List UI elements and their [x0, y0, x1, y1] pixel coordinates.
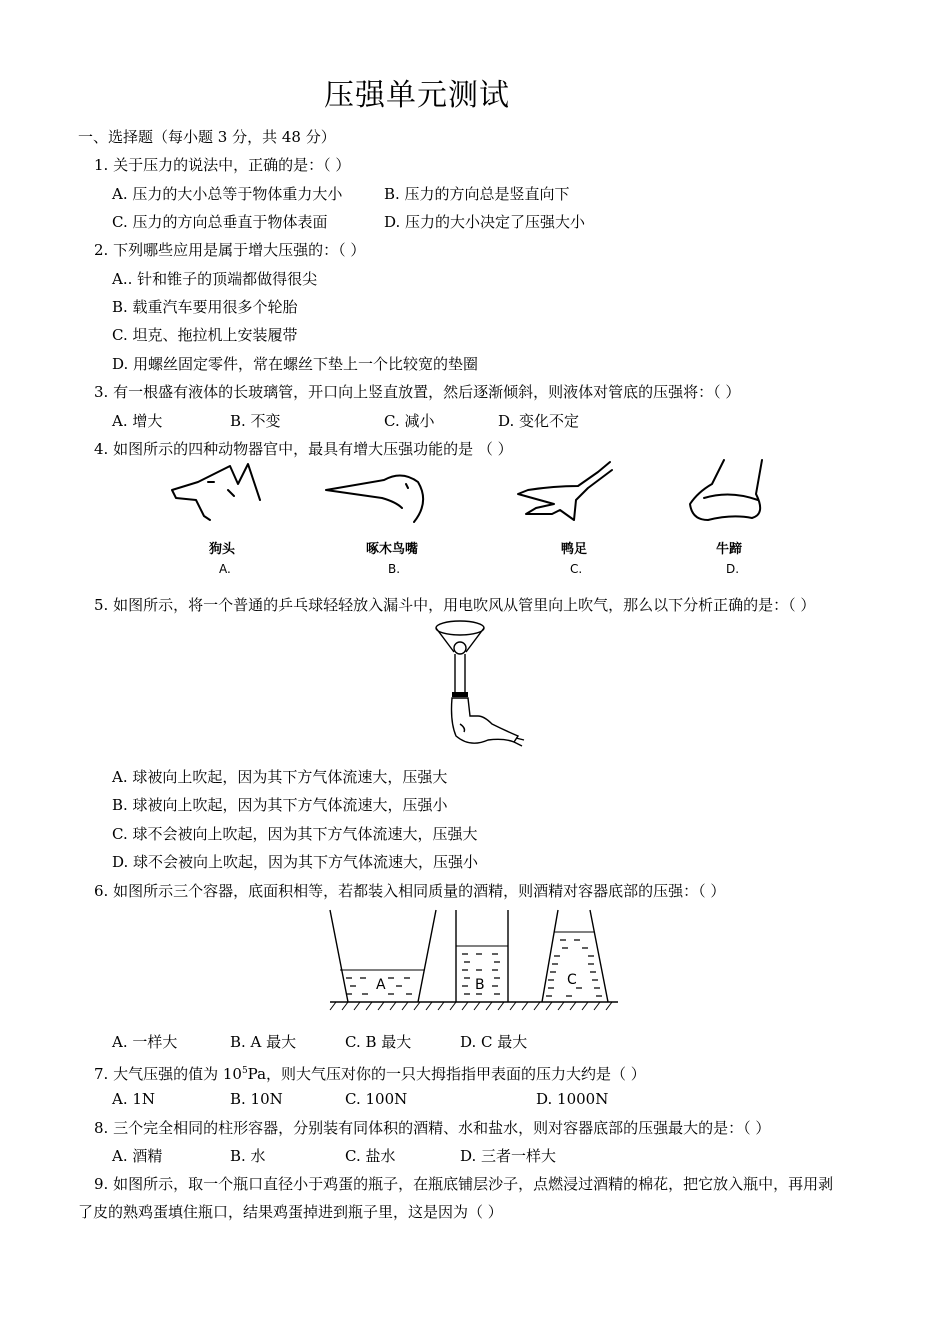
question-1-option-c: C. 压力的方向总垂直于物体表面 — [112, 213, 328, 231]
duck-foot-drawing — [514, 458, 614, 528]
question-7-option-d: D. 1000N — [536, 1090, 609, 1108]
question-1-option-a: A. 压力的大小总等于物体重力大小 — [112, 185, 343, 203]
question-3-option-b: B. 不变 — [230, 412, 281, 430]
question-6-option-d: D. C 最大 — [460, 1033, 528, 1051]
question-7-stem — [94, 1061, 646, 1084]
question-6-option-a: A. 一样大 — [112, 1033, 178, 1051]
dog-head-drawing — [168, 460, 268, 530]
question-7-stem-exponent: 5 — [241, 1066, 248, 1076]
question-2-option-a: A.. 针和锥子的顶端都做得很尖 — [112, 270, 318, 288]
question-2-option-b: B. 载重汽车要用很多个轮胎 — [112, 298, 298, 316]
question-5-option-a: A. 球被向上吹起，因为其下方气体流速大，压强大 — [112, 768, 448, 786]
question-6-stem: 6. 如图所示三个容器，底面积相等，若都装入相同质量的酒精，则酒精对容器底部的压强：（ ） — [94, 882, 726, 900]
figure4-label-a-name: 狗头 — [209, 542, 236, 557]
question-8-option-b: B. 水 — [230, 1147, 266, 1165]
figure4-label-c-letter: C. — [570, 562, 583, 576]
container-a-label: A — [376, 977, 386, 993]
figure4-label-c-name: 鸭足 — [561, 542, 588, 557]
question-8-option-d: D. 三者一样大 — [460, 1147, 557, 1165]
container-c-label: C — [567, 972, 577, 988]
question-6-option-c: C. B 最大 — [345, 1033, 412, 1051]
question-3-option-d: D. 变化不定 — [498, 412, 580, 430]
question-1-stem: 1. 关于压力的说法中，正确的是：（ ） — [94, 156, 351, 174]
question-2-stem: 2. 下列哪些应用是属于增大压强的：（ ） — [94, 241, 366, 259]
container-b-label: B — [475, 977, 485, 993]
figure4-label-a-letter: A. — [219, 562, 231, 576]
figure4-label-b-letter: B. — [388, 562, 401, 576]
question-8-option-c: C. 盐水 — [345, 1147, 396, 1165]
question-6-option-b: B. A 最大 — [230, 1033, 297, 1051]
question-3-option-c: C. 减小 — [384, 412, 435, 430]
question-8-option-a: A. 酒精 — [112, 1147, 163, 1165]
question-7-option-a: A. 1N — [112, 1090, 156, 1108]
question-2-option-c: C. 坦克、拖拉机上安装履带 — [112, 326, 298, 344]
page-title: 压强单元测试 — [324, 78, 510, 113]
question-7-option-c: C. 100N — [345, 1090, 408, 1108]
question-5-stem: 5. 如图所示，将一个普通的乒乓球轻轻放入漏斗中，用电吹风从管里向上吹气，那么以下分析正确的是：（ ） — [94, 596, 816, 614]
question-9-stem-line1: 9. 如图所示，取一个瓶口直径小于鸡蛋的瓶子，在瓶底铺层沙子，点燃浸过酒精的棉花，把它放入瓶中，再用剥 — [94, 1175, 834, 1193]
question-3-option-a: A. 增大 — [112, 412, 163, 430]
question-5-option-d: D. 球不会被向上吹起，因为其下方气体流速大，压强小 — [112, 853, 479, 871]
section-header: 一、选择题（每小题 3 分，共 48 分） — [78, 128, 336, 146]
question-7-option-b: B. 10N — [230, 1090, 283, 1108]
question-5-option-c: C. 球不会被向上吹起，因为其下方气体流速大，压强大 — [112, 825, 478, 843]
question-1-option-b: B. 压力的方向总是竖直向下 — [384, 185, 570, 203]
figure4-label-b-name: 啄木鸟嘴 — [366, 542, 419, 557]
containers-drawing — [326, 908, 622, 1020]
question-7-stem-pre: 7. 大气压强的值为 10 — [94, 1065, 242, 1083]
woodpecker-beak-drawing — [322, 468, 432, 528]
question-8-stem: 8. 三个完全相同的柱形容器，分别装有同体积的酒精、水和盐水，则对容器底部的压强最大的是：（ ） — [94, 1119, 771, 1137]
question-4-stem: 4. 如图所示的四种动物器官中，最具有增大压强功能的是 （ ） — [94, 440, 513, 458]
question-9-stem-line2: 了皮的熟鸡蛋填住瓶口，结果鸡蛋掉进到瓶子里，这是因为（ ） — [78, 1203, 503, 1221]
question-3-stem: 3. 有一根盛有液体的长玻璃管，开口向上竖直放置，然后逐渐倾斜，则液体对管底的压强将：（ ） — [94, 383, 741, 401]
question-7-stem-post: Pa，则大气压对你的一只大拇指指甲表面的压力大约是（ ） — [247, 1065, 646, 1083]
cow-hoof-drawing — [682, 456, 782, 528]
figure4-label-d-letter: D. — [726, 562, 740, 576]
question-5-option-b: B. 球被向上吹起，因为其下方气体流速大，压强小 — [112, 796, 448, 814]
funnel-hairdryer-drawing — [430, 612, 530, 757]
question-1-option-d: D. 压力的大小决定了压强大小 — [384, 213, 586, 231]
question-2-option-d: D. 用螺丝固定零件，常在螺丝下垫上一个比较宽的垫圈 — [112, 355, 479, 373]
figure4-label-d-name: 牛蹄 — [716, 542, 743, 557]
